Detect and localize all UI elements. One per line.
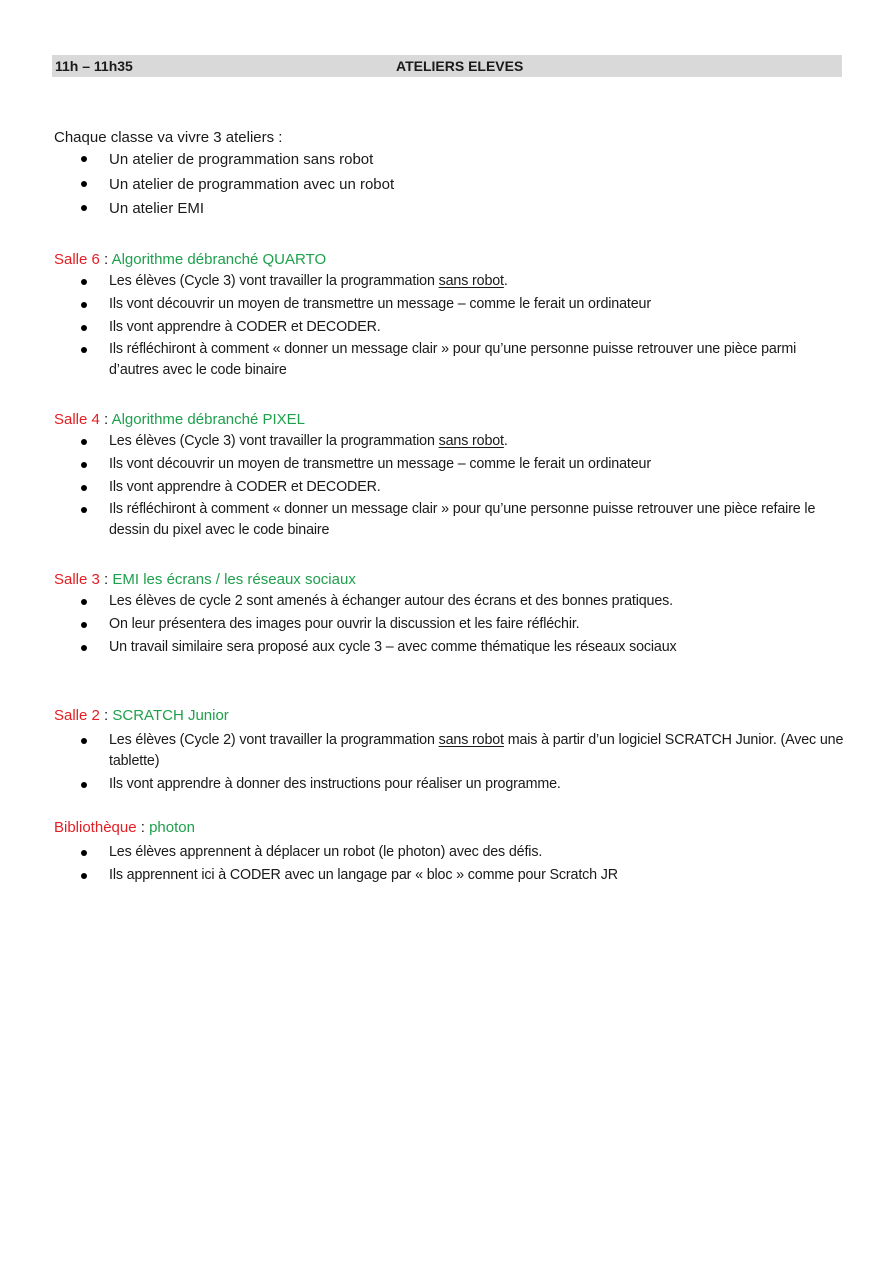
section-salle-6	[54, 249, 844, 383]
bullet-icon	[81, 156, 87, 162]
section-heading: Salle 6 : Algorithme débranché QUARTO	[54, 251, 327, 268]
list-item: Ils réfléchiront à comment « donner un message clair » pour qu’une personne puisse retrouver une pièce parmi d’autres avec le code binaire	[54, 339, 844, 381]
topic-label: Algorithme débranché PIXEL	[111, 411, 306, 428]
room-label: Salle 2	[54, 707, 100, 724]
list-item: Ils apprennent ici à CODER avec un langage par « bloc » comme pour Scratch JR	[54, 865, 844, 886]
section-heading: Bibliothèque : photon	[54, 819, 195, 836]
list-item: Les élèves (Cycle 3) vont travailler la programmation sans robot.	[54, 271, 844, 292]
section-bibliotheque	[54, 817, 844, 888]
bullet-icon	[81, 873, 87, 879]
topic-label: SCRATCH Junior	[112, 707, 229, 724]
activity-list	[54, 271, 844, 381]
room-label: Salle 4	[54, 411, 100, 428]
bullet-icon	[81, 622, 87, 628]
section-salle-2	[54, 705, 844, 797]
list-item: Un atelier de programmation avec un robot	[54, 173, 394, 198]
section-heading: Salle 4 : Algorithme débranché PIXEL	[54, 411, 306, 428]
bullet-icon	[81, 507, 87, 513]
header-bar	[52, 55, 842, 77]
list-item: Un atelier EMI	[54, 197, 394, 222]
bullet-icon	[81, 850, 87, 856]
intro-list	[54, 148, 394, 222]
bullet-icon	[81, 645, 87, 651]
bullet-icon	[81, 302, 87, 308]
room-label: Bibliothèque	[54, 819, 137, 836]
room-label: Salle 3	[54, 571, 100, 588]
emphasis-text: sans robot	[438, 273, 504, 289]
list-item: Ils vont découvrir un moyen de transmettre un message – comme le ferait un ordinateur	[54, 294, 844, 315]
intro	[54, 128, 394, 222]
activity-list	[54, 730, 844, 795]
bullet-icon	[81, 599, 87, 605]
room-label: Salle 6	[54, 251, 100, 268]
list-item: Les élèves apprennent à déplacer un robot (le photon) avec des défis.	[54, 842, 844, 863]
section-salle-3	[54, 569, 844, 659]
topic-label: Algorithme débranché QUARTO	[111, 251, 327, 268]
bullet-icon	[81, 181, 87, 187]
intro-text: Chaque classe va vivre 3 ateliers :	[54, 129, 283, 146]
bullet-icon	[81, 205, 87, 211]
session-time: 11h – 11h35	[55, 58, 133, 74]
list-item: Ils réfléchiront à comment « donner un message clair » pour qu’une personne puisse retrouver une pièce refaire le dessin du pixel avec le code binaire	[54, 499, 844, 541]
topic-label: EMI les écrans / les réseaux sociaux	[112, 571, 356, 588]
activity-list	[54, 431, 844, 541]
bullet-icon	[81, 325, 87, 331]
list-item: Les élèves (Cycle 3) vont travailler la programmation sans robot.	[54, 431, 844, 452]
emphasis-text: sans robot	[438, 433, 504, 449]
bullet-icon	[81, 279, 87, 285]
list-item: Ils vont apprendre à CODER et DECODER.	[54, 317, 844, 338]
section-salle-4	[54, 409, 844, 543]
list-item: Les élèves de cycle 2 sont amenés à échanger autour des écrans et des bonnes pratiques.	[54, 591, 844, 612]
page-title: ATELIERS ELEVES	[396, 58, 524, 74]
list-item: On leur présentera des images pour ouvrir la discussion et les faire réfléchir.	[54, 614, 844, 635]
activity-list	[54, 591, 844, 658]
list-item: Un travail similaire sera proposé aux cycle 3 – avec comme thématique les réseaux sociaux	[54, 637, 844, 658]
list-item: Un atelier de programmation sans robot	[54, 148, 394, 173]
bullet-icon	[81, 439, 87, 445]
list-item: Ils vont apprendre à donner des instructions pour réaliser un programme.	[54, 774, 844, 795]
emphasis-text: sans robot	[438, 732, 504, 748]
topic-label: photon	[149, 819, 195, 836]
bullet-icon	[81, 782, 87, 788]
bullet-icon	[81, 738, 87, 744]
list-item: Ils vont découvrir un moyen de transmettre un message – comme le ferait un ordinateur	[54, 454, 844, 475]
list-item: Les élèves (Cycle 2) vont travailler la programmation sans robot mais à partir d’un logiciel SCRATCH Junior. (Avec une tablette)	[54, 730, 844, 772]
bullet-icon	[81, 485, 87, 491]
section-heading: Salle 2 : SCRATCH Junior	[54, 707, 229, 724]
list-item: Ils vont apprendre à CODER et DECODER.	[54, 477, 844, 498]
bullet-icon	[81, 462, 87, 468]
bullet-icon	[81, 347, 87, 353]
section-heading: Salle 3 : EMI les écrans / les réseaux sociaux	[54, 571, 356, 588]
activity-list	[54, 842, 844, 886]
